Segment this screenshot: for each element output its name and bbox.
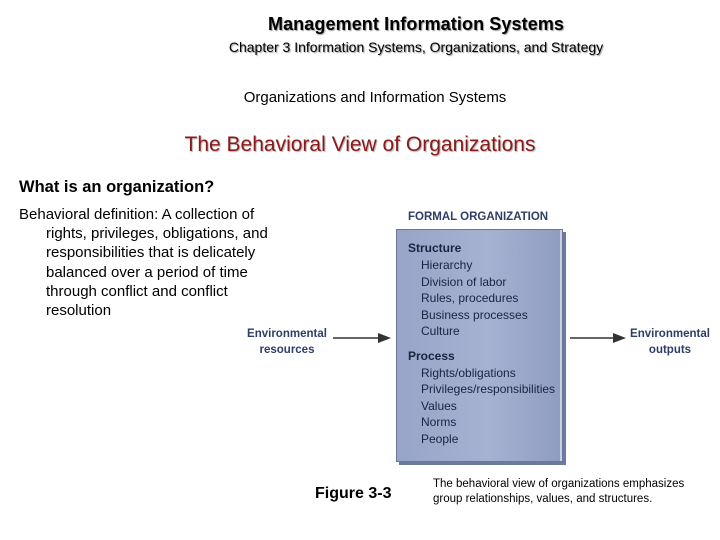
environmental-resources-line1: Environmental [247,328,327,340]
process-item: Privileges/responsibilities [421,382,556,396]
figure-label: Figure 3-3 [315,485,392,502]
section-label: Organizations and Information Systems [243,89,507,106]
formal-organization-label: FORMAL ORGANIZATION [408,211,549,223]
output-arrow [570,333,626,343]
header-title: Management Information Systems [267,14,565,34]
structure-item: Culture [421,324,460,338]
input-arrow [333,333,391,343]
structure-item: Rules, procedures [421,291,519,305]
structure-item: Business processes [421,308,528,322]
process-item: Values [421,399,457,413]
formal-organization-box [396,229,563,462]
process-item: Rights/obligations [421,366,516,380]
environmental-outputs-label [624,326,716,358]
process-item: Norms [421,415,457,429]
environmental-resources-line2: resources [259,344,315,356]
header-subtitle: Chapter 3 Information Systems, Organizations, and Strategy [228,39,604,55]
structure-heading: Structure [408,241,462,255]
definition-term: Behavioral definition [19,206,155,223]
definition-paragraph [19,205,281,320]
structure-item: Division of labor [421,275,507,289]
environmental-outputs-line1: Environmental [630,328,710,340]
figure-caption: The behavioral view of organizations emphasizes group relationships, values, and structures. [433,478,685,505]
definition-text: : A collection of rights, privileges, obligations, and responsibilities that is delicately balanced over a period of time through conflict and conflict resolution [46,206,268,320]
slide-title: The Behavioral View of Organizations [184,133,536,156]
question-heading: What is an organization? [19,178,215,196]
environmental-outputs-line2: outputs [648,344,692,356]
environmental-resources-label [236,326,338,358]
process-item: People [421,432,459,446]
process-heading: Process [408,349,455,363]
structure-item: Hierarchy [421,258,473,272]
